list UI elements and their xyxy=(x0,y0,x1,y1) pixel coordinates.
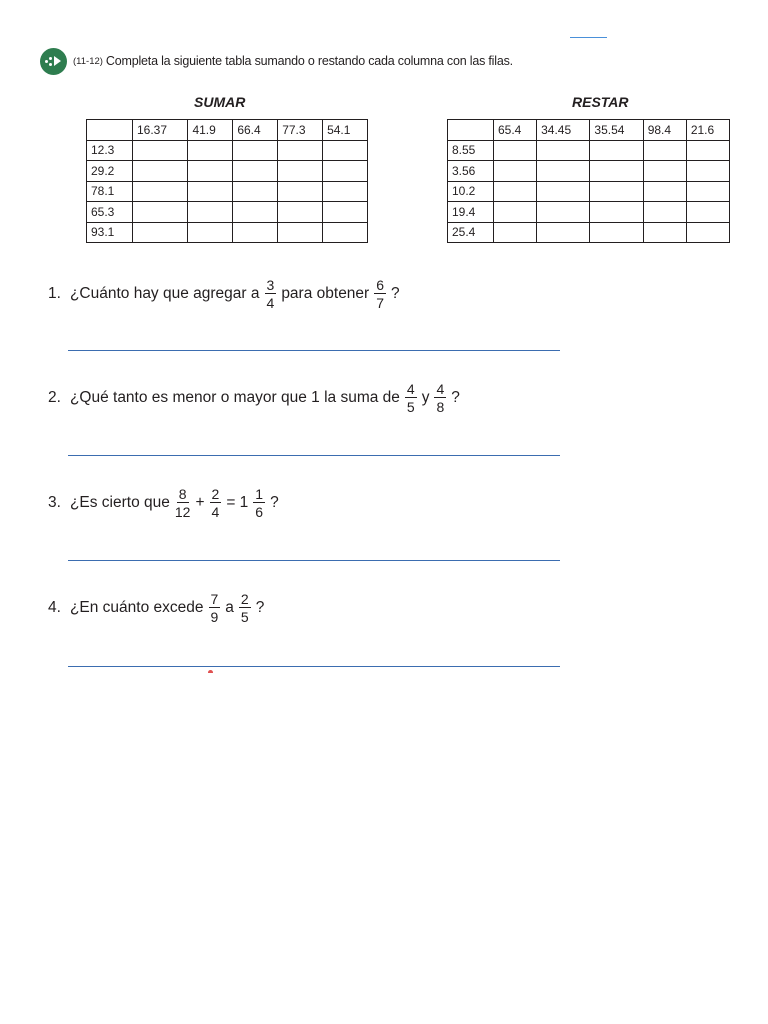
restar-title: RESTAR xyxy=(572,94,629,110)
row-header: 25.4 xyxy=(448,222,494,243)
column-header: 54.1 xyxy=(323,120,368,141)
exercise-badge-icon xyxy=(40,48,67,75)
question-text: y xyxy=(421,389,430,406)
answer-cell[interactable] xyxy=(278,202,323,223)
fraction xyxy=(405,382,417,414)
table-row xyxy=(448,181,730,202)
row-header: 65.3 xyxy=(87,202,133,223)
column-header: 34.45 xyxy=(537,120,590,141)
answer-cell[interactable] xyxy=(133,161,188,182)
answer-cell[interactable] xyxy=(537,222,590,243)
answer-cell[interactable] xyxy=(278,181,323,202)
fraction-denominator: 9 xyxy=(210,609,219,625)
table-row xyxy=(448,161,730,182)
answer-cell[interactable] xyxy=(686,161,729,182)
question-text: a xyxy=(225,599,234,616)
answer-cell[interactable] xyxy=(233,140,278,161)
corner-cell xyxy=(87,120,133,141)
row-header: 19.4 xyxy=(448,202,494,223)
fraction xyxy=(175,487,191,519)
table-row xyxy=(87,202,368,223)
fraction-numerator: 3 xyxy=(266,277,275,293)
fraction xyxy=(374,278,386,310)
question-2 xyxy=(48,382,463,414)
fraction-numerator: 2 xyxy=(211,486,220,502)
question-3 xyxy=(48,487,282,519)
question-number: 2. xyxy=(48,389,61,406)
answer-cell[interactable] xyxy=(278,161,323,182)
sumar-title: SUMAR xyxy=(194,94,246,110)
answer-cell[interactable] xyxy=(590,161,643,182)
question-number: 3. xyxy=(48,494,61,511)
table-row xyxy=(448,140,730,161)
answer-cell[interactable] xyxy=(643,140,686,161)
answer-cell[interactable] xyxy=(323,181,368,202)
answer-cell[interactable] xyxy=(133,202,188,223)
column-header: 66.4 xyxy=(233,120,278,141)
answer-cell[interactable] xyxy=(233,181,278,202)
answer-cell[interactable] xyxy=(188,222,233,243)
question-text: ¿En cuánto excede xyxy=(69,599,204,616)
question-number: 1. xyxy=(48,285,61,302)
column-header: 35.54 xyxy=(590,120,643,141)
exercise-number: (11-12) xyxy=(73,55,103,67)
question-text: ¿Cuánto hay que agregar a xyxy=(69,285,260,302)
question-text: para obtener xyxy=(281,285,370,302)
fraction-denominator: 7 xyxy=(376,295,385,311)
answer-cell[interactable] xyxy=(323,202,368,223)
answer-cell[interactable] xyxy=(686,140,729,161)
answer-cell[interactable] xyxy=(590,222,643,243)
answer-cell[interactable] xyxy=(188,181,233,202)
answer-cell[interactable] xyxy=(537,161,590,182)
instruction-text: Completa la siguiente tabla sumando o restando cada columna con las filas. xyxy=(105,54,513,68)
answer-line-4[interactable] xyxy=(68,666,560,667)
row-header: 10.2 xyxy=(448,181,494,202)
question-text: + xyxy=(195,494,205,511)
answer-cell[interactable] xyxy=(643,222,686,243)
row-header: 8.55 xyxy=(448,140,494,161)
question-text: ? xyxy=(270,494,279,511)
answer-cell[interactable] xyxy=(537,140,590,161)
column-header: 98.4 xyxy=(643,120,686,141)
table-row xyxy=(87,140,368,161)
answer-cell[interactable] xyxy=(643,161,686,182)
answer-cell[interactable] xyxy=(494,181,537,202)
table-row xyxy=(448,202,730,223)
fraction xyxy=(434,382,446,414)
row-header: 93.1 xyxy=(87,222,133,243)
answer-cell[interactable] xyxy=(133,181,188,202)
question-4 xyxy=(48,592,267,624)
column-header: 21.6 xyxy=(686,120,729,141)
answer-cell[interactable] xyxy=(686,202,729,223)
row-header: 29.2 xyxy=(87,161,133,182)
answer-cell[interactable] xyxy=(323,222,368,243)
table-row xyxy=(87,161,368,182)
fraction-numerator: 7 xyxy=(210,591,219,607)
answer-cell[interactable] xyxy=(133,222,188,243)
fraction-numerator: 8 xyxy=(178,486,187,502)
table-row xyxy=(87,222,368,243)
answer-line-2[interactable] xyxy=(68,455,560,456)
answer-cell[interactable] xyxy=(494,140,537,161)
corner-cell xyxy=(448,120,494,141)
column-header: 41.9 xyxy=(188,120,233,141)
answer-cell[interactable] xyxy=(590,181,643,202)
answer-cell[interactable] xyxy=(643,202,686,223)
question-text: ¿Es cierto que xyxy=(69,494,170,511)
fraction xyxy=(265,278,277,310)
answer-cell[interactable] xyxy=(233,222,278,243)
answer-cell[interactable] xyxy=(188,140,233,161)
answer-line-3[interactable] xyxy=(68,560,560,561)
fraction-denominator: 12 xyxy=(174,504,191,520)
answer-cell[interactable] xyxy=(643,181,686,202)
column-header: 77.3 xyxy=(278,120,323,141)
fraction xyxy=(239,592,251,624)
answer-cell[interactable] xyxy=(133,140,188,161)
row-header: 12.3 xyxy=(87,140,133,161)
answer-cell[interactable] xyxy=(494,222,537,243)
sumar-table xyxy=(86,119,368,243)
red-mark xyxy=(208,670,213,673)
fraction-numerator: 6 xyxy=(376,277,385,293)
answer-cell[interactable] xyxy=(278,140,323,161)
fraction xyxy=(210,487,222,519)
restar-table xyxy=(447,119,730,243)
fraction-denominator: 6 xyxy=(255,504,264,520)
answer-cell[interactable] xyxy=(323,140,368,161)
fraction-denominator: 5 xyxy=(406,399,415,415)
fraction-numerator: 4 xyxy=(406,381,415,397)
instruction-line xyxy=(40,47,513,75)
answer-cell[interactable] xyxy=(323,161,368,182)
answer-cell[interactable] xyxy=(494,161,537,182)
answer-cell[interactable] xyxy=(590,140,643,161)
answer-cell[interactable] xyxy=(233,202,278,223)
fraction-numerator: 4 xyxy=(436,381,445,397)
fraction-denominator: 4 xyxy=(266,295,275,311)
fraction-denominator: 5 xyxy=(240,609,249,625)
answer-cell[interactable] xyxy=(188,202,233,223)
top-link-underline xyxy=(570,37,607,38)
fraction xyxy=(209,592,221,624)
answer-cell[interactable] xyxy=(494,202,537,223)
question-text: = 1 xyxy=(226,494,249,511)
fraction xyxy=(253,487,265,519)
answer-cell[interactable] xyxy=(537,181,590,202)
fraction-numerator: 2 xyxy=(240,591,249,607)
fraction-denominator: 8 xyxy=(436,399,445,415)
fraction-numerator: 1 xyxy=(255,486,264,502)
row-header: 78.1 xyxy=(87,181,133,202)
row-header: 3.56 xyxy=(448,161,494,182)
answer-line-1[interactable] xyxy=(68,350,560,351)
table-row xyxy=(448,222,730,243)
question-text: ? xyxy=(391,285,400,302)
table-row xyxy=(87,181,368,202)
question-number: 4. xyxy=(48,599,61,616)
question-text: ? xyxy=(255,599,265,616)
column-header: 65.4 xyxy=(494,120,537,141)
question-text: ? xyxy=(451,389,460,406)
answer-cell[interactable] xyxy=(278,222,323,243)
question-text: ¿Qué tanto es menor o mayor que 1 la suma de xyxy=(69,389,400,406)
answer-cell[interactable] xyxy=(590,202,643,223)
answer-cell[interactable] xyxy=(188,161,233,182)
fraction-denominator: 4 xyxy=(211,504,220,520)
column-header: 16.37 xyxy=(133,120,188,141)
answer-cell[interactable] xyxy=(686,222,729,243)
answer-cell[interactable] xyxy=(233,161,278,182)
answer-cell[interactable] xyxy=(686,181,729,202)
answer-cell[interactable] xyxy=(537,202,590,223)
question-1 xyxy=(48,278,403,310)
